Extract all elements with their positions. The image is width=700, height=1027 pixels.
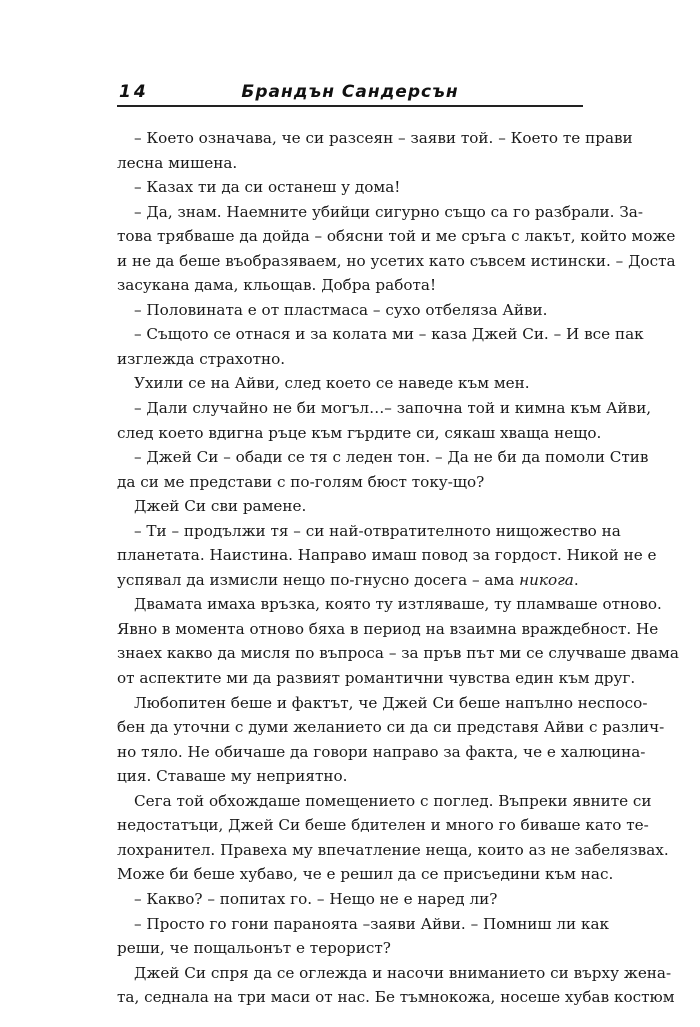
text-line-tail: .: [573, 570, 579, 589]
text-line: [117, 764, 583, 789]
text-line-content: това трябваше да дойда – обясни той и ме сръга с лакът, който може: [117, 227, 676, 246]
text-line-content: Двамата имаха връзка, която ту изтляваше, ту пламваше отново.: [134, 595, 662, 614]
header-rule: [117, 105, 583, 107]
text-line: [117, 862, 614, 887]
text-line: [117, 691, 648, 716]
text-line: [117, 421, 602, 446]
text-line: [117, 592, 662, 617]
text-line: [117, 347, 583, 372]
text-line-content: – Дали случайно не би могъл…– започна той и кимна към Айви,: [134, 399, 652, 418]
text-line-content: та, седнала на три маси от нас. Бе тъмнокожа, носеше хубав костюм: [117, 988, 675, 1007]
text-line-content: Може би беше хубаво, че е решил да се присъедини към нас.: [117, 865, 614, 884]
text-line-content: – Джей Си – обади се тя с леден тон. – Да не би да помоли Стив: [134, 448, 649, 467]
text-line-content: – Ти – продължи тя – си най-отвратителното нищожество на: [134, 521, 621, 540]
text-line: [117, 273, 583, 298]
text-line-content: след което вдигна ръце към гърдите си, сякаш хваща нещо.: [117, 423, 602, 442]
text-line: [117, 371, 583, 396]
text-line-content: засукана дама, кльощав. Добра работа!: [117, 276, 437, 295]
text-line: [117, 543, 657, 568]
page-number: 14: [119, 82, 149, 102]
running-header: [117, 78, 583, 104]
body-text: [117, 126, 679, 1010]
text-line: [117, 887, 583, 912]
text-line: [117, 838, 669, 863]
text-line: [117, 494, 583, 519]
text-line-content: от аспектите ми да развият романтични чувства един към друг.: [117, 669, 636, 688]
text-line: [117, 985, 675, 1010]
text-line-content: Явно в момента отново бяха в период на взаимна враждебност. Не: [117, 619, 659, 638]
text-line-content: Ухили се на Айви, след което се наведе към мен.: [134, 374, 530, 393]
text-line-content: реши, че пощальонът е терорист?: [117, 939, 391, 958]
text-line-content: бен да уточни с думи желанието си да си представя Айви с различ-: [117, 718, 665, 737]
text-line-content: – Половината е от пластмаса – сухо отбеляза Айви.: [134, 300, 548, 319]
text-line-content: и не да беше въобразяваем, но усетих като съвсем истински. – Доста: [117, 251, 676, 270]
text-line-content: Джей Си спря да се оглежда и насочи вниманието си върху жена-: [134, 963, 672, 982]
text-line: [117, 200, 643, 225]
text-line: [117, 126, 633, 151]
text-line: [117, 641, 679, 666]
running-head-author: Брандън Сандерсън: [241, 82, 459, 102]
text-line: [117, 936, 583, 961]
text-line: [117, 322, 644, 347]
text-line: [117, 740, 646, 765]
text-line-content: Любопитен беше и фактът, че Джей Си беше напълно неспосо-: [134, 693, 648, 712]
text-line-content: – Което означава, че си разсеян – заяви той. – Което те прави: [134, 129, 633, 147]
text-line-content: – Какво? – попитах го. – Нещо не е наред ли?: [134, 889, 498, 908]
text-line-content: ция. Ставаше му неприятно.: [117, 767, 348, 786]
text-line: [117, 470, 583, 495]
text-line-content: лохранител. Правеха му впечатление неща, които аз не забелязвах.: [117, 840, 669, 859]
text-line: [117, 666, 636, 691]
text-line-content: планетата. Наистина. Направо имаш повод за гордост. Никой не е: [117, 546, 657, 565]
text-line: [117, 396, 652, 421]
text-line-content: успявал да измисли нещо по-гнусно досега – ама: [117, 570, 515, 589]
text-line-content: но тяло. Не обичаше да говори направо за факта, че е халюцина-: [117, 742, 646, 761]
text-line: [117, 175, 583, 200]
text-line-content: – Казах ти да си останеш у дома!: [134, 178, 401, 197]
text-line: [117, 617, 659, 642]
text-line-content: лесна мишена.: [117, 153, 238, 172]
text-line-content: – Просто го гони параноята –заяви Айви. – Помниш ли как: [134, 914, 610, 933]
text-line-content: изглежда страхотно.: [117, 349, 286, 368]
text-line: [117, 568, 583, 593]
text-line: [117, 912, 610, 937]
text-line-content: – Същото се отнася и за колата ми – каза Джей Си. – И все пак: [134, 325, 644, 344]
text-line-content: – Да, знам. Наемните убийци сигурно също са го разбрали. За-: [134, 202, 643, 221]
text-line-content: да си ме представи с по-голям бюст току-що?: [117, 472, 485, 491]
text-line: [117, 519, 621, 544]
text-line-content: Джей Си сви рамене.: [134, 497, 307, 516]
text-line: [117, 961, 672, 986]
text-line-content: недостатъци, Джей Си беше бдителен и много го биваше като те-: [117, 816, 649, 835]
text-line: [117, 151, 583, 176]
text-line: [117, 813, 649, 838]
text-line: [117, 715, 665, 740]
text-line-content: Сега той обхождаше помещението с поглед. Въпреки явните си: [134, 791, 652, 810]
text-line-content: знаех какво да мисля по въпроса – за пръв път ми се случваше двама: [117, 644, 679, 663]
text-line: [117, 224, 676, 249]
emphasized-word: никога: [519, 570, 574, 589]
text-line: [117, 249, 676, 274]
text-line: [117, 789, 652, 814]
text-line: [117, 298, 583, 323]
text-line: [117, 445, 649, 470]
